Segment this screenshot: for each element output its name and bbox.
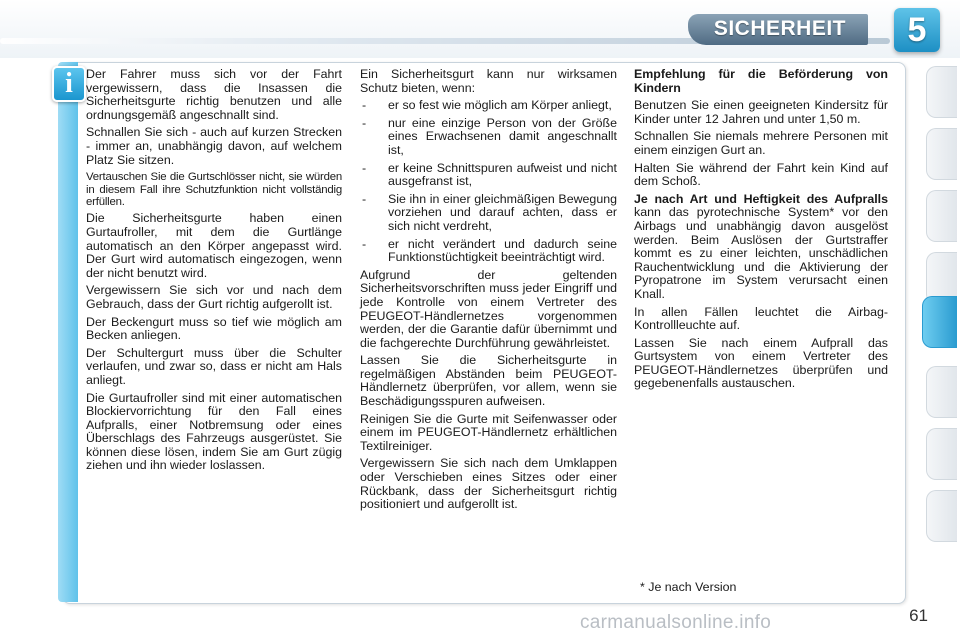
dash-mark: - [362, 115, 367, 130]
paragraph: Lassen Sie die Sicherheitsgurte in regelmäßigen Abständen beim PEUGEOT-Händlernetz überprüfen, vor allem, wenn sie Beschädigungsspuren aufweisen. [360, 353, 617, 409]
section-title: SICHERHEIT [688, 14, 868, 45]
chapter-tab-3[interactable] [926, 190, 957, 242]
paragraph: Vergewissern Sie sich vor und nach dem Gebrauch, dass der Gurt richtig aufgerollt ist. [86, 283, 342, 311]
paragraph: Der Schultergurt muss über die Schulter verlaufen, und zwar so, dass er nicht am Hals anliegt. [86, 345, 342, 387]
chapter-tab-7[interactable] [926, 428, 957, 480]
paragraph: Aufgrund der geltenden Sicherheitsvorschriften muss jeder Eingriff und jede Kontrolle von einem Vertreter des PEUGEOT-Händlernetzes vorgenommen werden, der die Garantie dafür übernimmt und die fachgerechte Durchführung gewährleistet. [360, 267, 617, 350]
footnote: * Je nach Version [640, 580, 737, 594]
list-item: - nur eine einzige Person von der Größe eines Erwachsenen damit angeschnallt ist, [362, 115, 617, 157]
paragraph: Schnallen Sie sich - auch auf kurzen Strecken - immer an, unabhängig davon, auf welchem Platz Sie sitzen. [86, 125, 342, 167]
paragraph-intro: Ein Sicherheitsgurt kann nur wirksamen Schutz bieten, wenn: [360, 67, 617, 95]
chapter-number-badge: 5 [894, 8, 940, 52]
dash-mark: - [362, 236, 367, 251]
bold-lead: Je nach Art und Heftigkeit des Aufpralls [634, 191, 888, 206]
dash-mark: - [362, 98, 367, 113]
info-icon: i [52, 66, 86, 102]
paragraph: Die Sicherheitsgurte haben einen Gurtaufroller, mit dem die Gurtlänge automatisch an den Körper angepasst wird. Der Gurt wird automatisch eingezogen, wenn der nicht benutzt wird. [86, 211, 342, 280]
paragraph: Je nach Art und Heftigkeit des Aufpralls kann das pyrotechnische System* vor den Airbags und unabhängig davon ausgelöst werden. Beim Auslösen der Gurtstraffer kommt es zu einer leichten, unschädlichen Rauchentwicklung und die Aktivierung der Pyropatrone im System verursacht einen Knall. [634, 191, 888, 301]
chapter-tab-1[interactable] [926, 66, 957, 118]
list-item: - er keine Schnittspuren aufweist und nicht ausgefranst ist, [362, 160, 617, 189]
column-middle [360, 68, 617, 516]
dash-mark: - [362, 191, 367, 206]
column-left [86, 68, 342, 477]
page-number: 61 [909, 606, 928, 625]
section-heading: Empfehlung für die Beförderung von Kindern [634, 67, 888, 95]
chapter-tab-6[interactable] [926, 366, 957, 418]
paragraph: Vergewissern Sie sich nach dem Umklappen oder Verschieben eines Sitzes oder einer Rückbank, dass der Sicherheitsgurt richtig positioniert und aufgerollt ist. [360, 456, 617, 512]
chapter-tabs [926, 66, 960, 576]
condition-list [360, 99, 617, 265]
paragraph: Der Beckengurt muss so tief wie möglich am Becken anliegen. [86, 314, 342, 343]
paragraph: Schnallen Sie niemals mehrere Personen mit einem einzigen Gurt an. [634, 129, 888, 157]
paragraph: In allen Fällen leuchtet die Airbag-Kontrollleuchte auf. [634, 304, 888, 333]
list-item: - Sie ihn in einer gleichmäßigen Bewegung vorziehen und darauf achten, dass er sich nicht verdreht, [362, 191, 617, 233]
paragraph: Vertauschen Sie die Gurtschlösser nicht, sie würden in diesem Fall ihre Schutzfunktion nicht vollständig erfüllen. [86, 171, 342, 208]
paragraph: Der Fahrer muss sich vor der Fahrt vergewissern, dass die Insassen die Sicherheitsgurte richtig benutzen und alle ordnungsgemäß angeschnallt sind. [86, 67, 342, 122]
column-right [634, 68, 888, 395]
info-side-bar [58, 62, 78, 602]
watermark-text: carmanualsonline.info [580, 612, 772, 633]
paragraph: Benutzen Sie einen geeigneten Kindersitz für Kinder unter 12 Jahren und unter 1,50 m. [634, 98, 888, 126]
paragraph: Die Gurtaufroller sind mit einer automatischen Blockiervorrichtung für den Fall eines Aufpralls, einer Notbremsung oder eines Überschlags des Fahrzeugs ausgerüstet. Sie können diese lösen, indem Sie am Gurt zügig ziehen und ihn wieder loslassen. [86, 390, 342, 473]
paragraph: Lassen Sie nach einem Aufprall das Gurtsystem von einem Vertreter des PEUGEOT-Händlernetzes überprüfen und gegebenenfalls austauschen. [634, 335, 888, 391]
dash-mark: - [362, 160, 367, 175]
chapter-tab-8[interactable] [926, 490, 957, 542]
paragraph: Halten Sie während der Fahrt kein Kind auf dem Schoß. [634, 160, 888, 189]
chapter-tab-2[interactable] [926, 128, 957, 180]
paragraph: Reinigen Sie die Gurte mit Seifenwasser oder einem im PEUGEOT-Händlernetz erhältlichen Textilreiniger. [360, 411, 617, 453]
list-item: - er so fest wie möglich am Körper anliegt, [362, 98, 612, 113]
chapter-tab-5-active[interactable] [922, 296, 957, 348]
list-item: - er nicht verändert und dadurch seine Funktionstüchtigkeit beeinträchtigt wird. [362, 236, 617, 265]
